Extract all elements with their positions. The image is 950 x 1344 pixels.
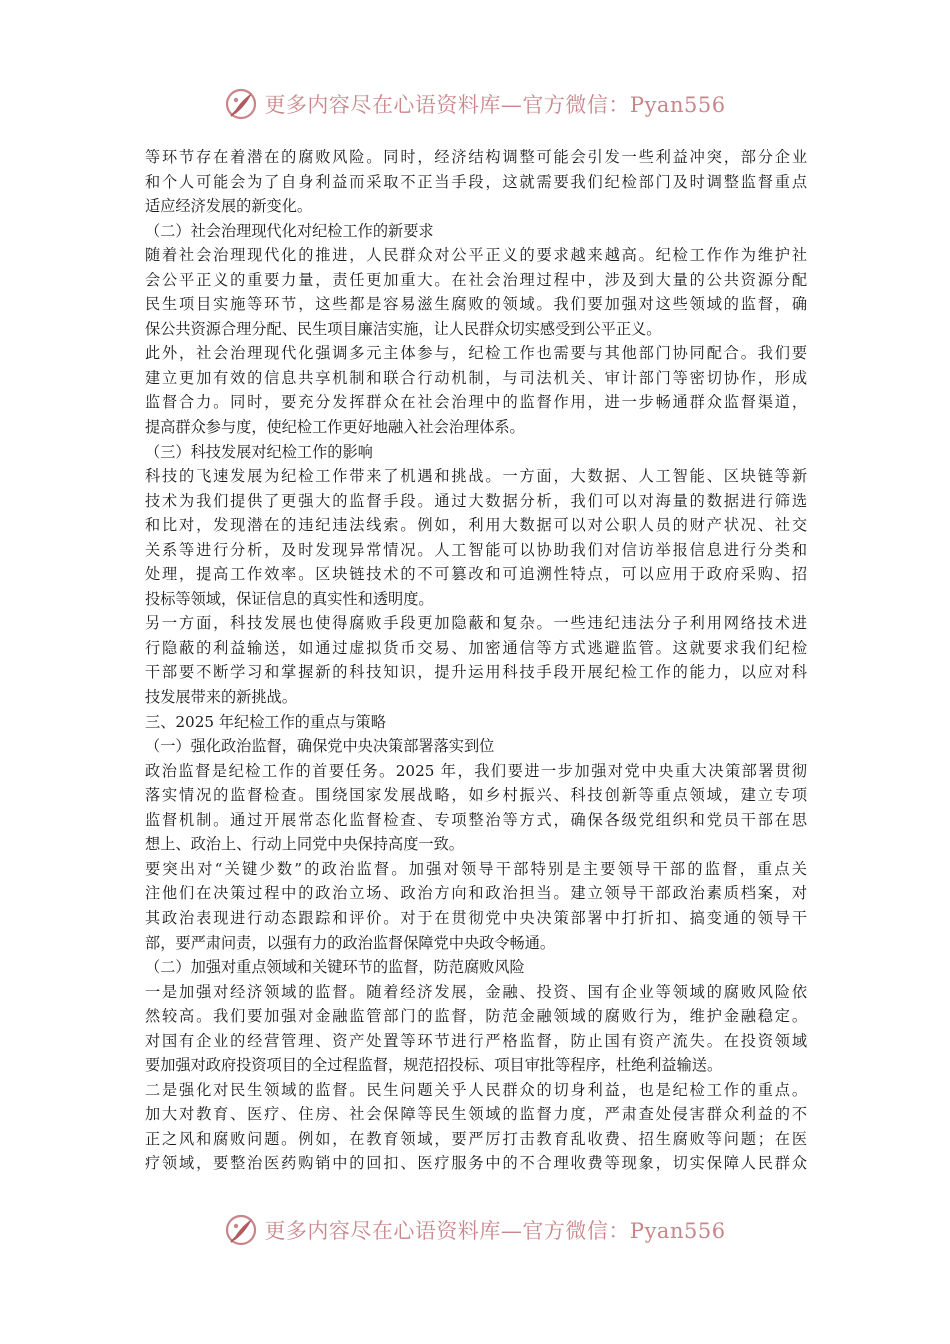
text-line: （二）社会治理现代化对纪检工作的新要求: [145, 221, 434, 240]
text-line: （三）科技发展对纪检工作的影响: [145, 442, 373, 461]
quill-logo-icon: [224, 1213, 258, 1247]
text-line: 随着社会治理现代化的推进，人民群众对公平正义的要求越来越高。纪检工作作为维护社: [145, 246, 807, 265]
text-line: 落实情况的监督检查。围绕国家发展战略，如乡村振兴、科技创新等重点领域，建立专项: [145, 786, 807, 805]
text-line: 疗领域，要整治医药购销中的回扣、医疗服务中的不合理收费等现象，切实保障人民群众: [145, 1154, 807, 1173]
document-body: [145, 145, 807, 1176]
text-line: 一是加强对经济领域的监督。随着经济发展，金融、投资、国有企业等领域的腐败风险依: [145, 982, 807, 1001]
text-line: 部，要严肃问责，以强有力的政治监督保障党中央政令畅通。: [145, 933, 556, 952]
quill-logo-icon: [224, 87, 258, 121]
text-line: 政治监督是纪检工作的首要任务。2025 年，我们要进一步加强对党中央重大决策部署贯彻: [145, 761, 807, 780]
text-line: 监督机制。通过开展常态化监督检查、专项整治等方式，确保各级党组织和党员干部在思: [145, 810, 807, 829]
text-line: 干部要不断学习和掌握新的科技知识，提升运用科技手段开展纪检工作的能力，以应对科: [145, 663, 807, 682]
footer-watermark-text: 更多内容尽在心语资料库—官方微信：Pyan556: [264, 1219, 726, 1243]
text-line: 加大对教育、医疗、住房、社会保障等民生领域的监督力度，严肃查处侵害群众利益的不: [145, 1105, 807, 1124]
text-line: 科技的飞速发展为纪检工作带来了机遇和挑战。一方面，大数据、人工智能、区块链等新: [145, 467, 807, 486]
text-line: 要突出对“关键少数”的政治监督。加强对领导干部特别是主要领导干部的监督，重点关: [145, 859, 807, 878]
text-line: 另一方面，科技发展也使得腐败手段更加隐蔽和复杂。一些违纪违法分子利用网络技术进: [145, 614, 807, 633]
text-line: 其政治表现进行动态跟踪和评价。对于在贯彻党中央决策部署中打折扣、搞变通的领导干: [145, 908, 807, 927]
text-line: 行隐蔽的利益输送，如通过虚拟货币交易、加密通信等方式逃避监管。这就要求我们纪检: [145, 638, 807, 657]
text-line: 和比对，发现潜在的违纪违法线索。例如，利用大数据可以对公职人员的财产状况、社交: [145, 516, 807, 535]
text-line: 三、2025 年纪检工作的重点与策略: [145, 712, 386, 731]
text-line: 注他们在决策过程中的政治立场、政治方向和政治担当。建立领导干部政治素质档案，对: [145, 884, 807, 903]
text-line: 关系等进行分析，及时发现异常情况。人工智能可以协助我们对信访举报信息进行分类和: [145, 540, 807, 559]
text-line: 正之风和腐败问题。例如，在教育领域，要严厉打击教育乱收费、招生腐败等问题；在医: [145, 1129, 807, 1148]
footer-watermark-banner: [0, 1210, 950, 1250]
text-line: 二是强化对民生领域的监督。民生问题关乎人民群众的切身利益，也是纪检工作的重点。: [145, 1080, 807, 1099]
text-line: （一）强化政治监督，确保党中央决策部署落实到位: [145, 737, 495, 756]
text-line: 建立更加有效的信息共享机制和联合行动机制，与司法机关、审计部门等密切协作，形成: [145, 368, 807, 387]
text-line: 要加强对政府投资项目的全过程监督，规范招投标、项目审批等程序，杜绝利益输送。: [145, 1056, 723, 1075]
header-watermark-banner: [0, 84, 950, 124]
text-line: 和个人可能会为了自身利益而采取不正当手段，这就需要我们纪检部门及时调整监督重点: [145, 172, 807, 191]
text-line: 想上、政治上、行动上同党中央保持高度一致。: [145, 835, 464, 854]
text-line: 处理，提高工作效率。区块链技术的不可篡改和可追溯性特点，可以应用于政府采购、招: [145, 565, 807, 584]
text-line: 此外，社会治理现代化强调多元主体参与，纪检工作也需要与其他部门协同配合。我们要: [145, 344, 807, 363]
text-line: 等环节存在着潜在的腐败风险。同时，经济结构调整可能会引发一些利益冲突，部分企业: [145, 148, 807, 166]
text-line: 监督合力。同时，要充分发挥群众在社会治理中的监督作用，进一步畅通群众监督渠道，: [145, 393, 807, 412]
text-line: 投标等领域，保证信息的真实性和透明度。: [145, 589, 434, 608]
text-line: 保公共资源合理分配、民生项目廉洁实施，让人民群众切实感受到公平正义。: [145, 319, 662, 338]
text-line: 会公平正义的重要力量，责任更加重大。在社会治理过程中，涉及到大量的公共资源分配: [145, 270, 807, 289]
text-line: （二）加强对重点领域和关键环节的监督，防范腐败风险: [145, 958, 525, 977]
text-line: 技术为我们提供了更强大的监督手段。通过大数据分析，我们可以对海量的数据进行筛选: [145, 491, 807, 510]
text-line: 提高群众参与度，使纪检工作更好地融入社会治理体系。: [145, 418, 525, 437]
text-line: 适应经济发展的新变化。: [145, 197, 313, 216]
text-line: 然较高。我们要加强对金融监管部门的监督，防范金融领域的腐败行为，维护金融稳定。: [145, 1007, 807, 1026]
header-watermark-text: 更多内容尽在心语资料库—官方微信：Pyan556: [264, 93, 726, 117]
text-line: 民生项目实施等环节，这些都是容易滋生腐败的领域。我们要加强对这些领域的监督，确: [145, 295, 807, 314]
text-line: 对国有企业的经营管理、资产处置等环节进行严格监督，防止国有资产流失。在投资领域: [145, 1031, 807, 1050]
text-line: 技发展带来的新挑战。: [145, 688, 297, 707]
